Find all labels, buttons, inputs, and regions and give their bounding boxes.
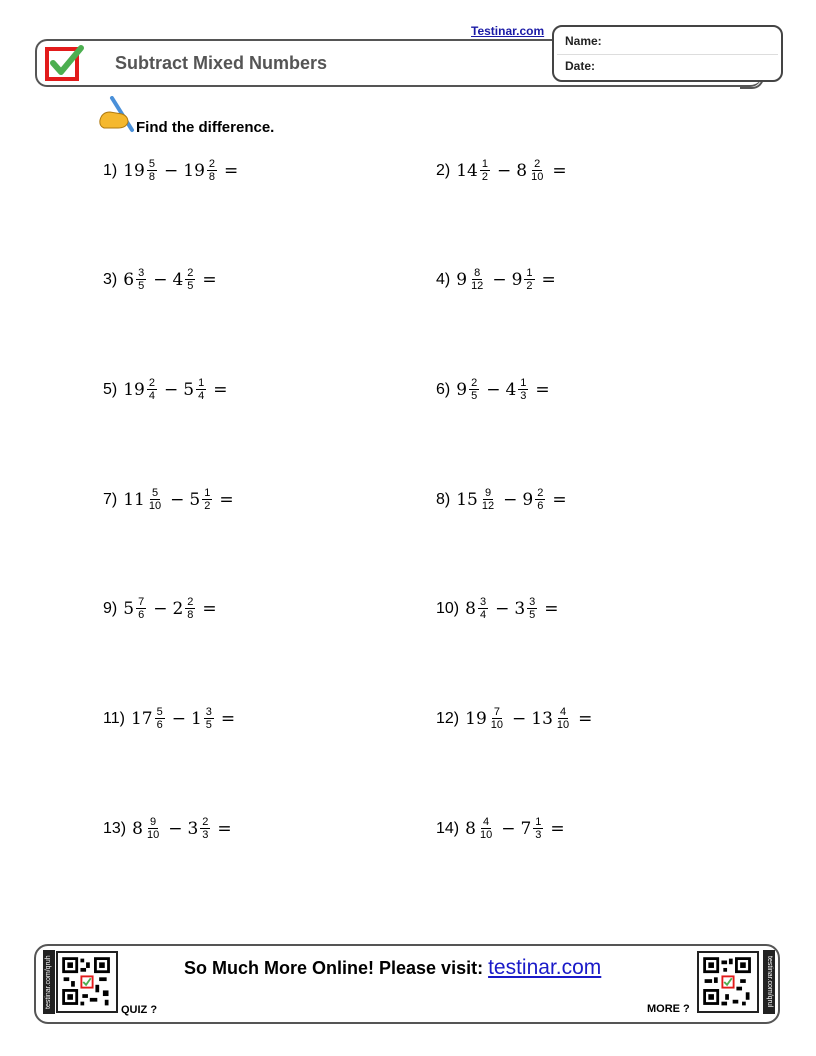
divider xyxy=(557,54,778,55)
numerator: 1 xyxy=(204,487,211,499)
denominator: 3 xyxy=(535,829,542,841)
subtrahend-fraction xyxy=(527,596,537,621)
denominator: 2 xyxy=(481,171,488,183)
problem-number: 11) xyxy=(103,709,125,727)
problem-5 xyxy=(103,377,232,402)
qr-caption-right: testinar.com/qrul xyxy=(763,950,775,1014)
minus-sign: − xyxy=(153,269,168,290)
numerator: 3 xyxy=(529,596,536,608)
denominator: 5 xyxy=(529,609,536,621)
problem-number: 4) xyxy=(436,270,451,288)
numerator: 2 xyxy=(202,816,209,828)
footer-message xyxy=(184,956,601,980)
numerator: 1 xyxy=(481,158,488,170)
denominator: 8 xyxy=(148,171,155,183)
denominator: 2 xyxy=(204,500,211,512)
more-label: MORE ? xyxy=(647,1003,690,1015)
equals-sign: = xyxy=(202,598,217,619)
minus-sign: − xyxy=(501,818,516,839)
problem-number: 10) xyxy=(436,599,460,617)
minus-sign: − xyxy=(492,269,507,290)
denominator: 5 xyxy=(187,280,194,292)
footer-message-text: So Much More Online! Please visit: xyxy=(184,958,489,978)
testinar-link[interactable]: Testinar.com xyxy=(471,24,545,38)
equals-sign: = xyxy=(202,269,217,290)
minus-sign: − xyxy=(164,379,179,400)
subtrahend-whole: 2 xyxy=(172,598,184,619)
minuend-fraction xyxy=(478,816,494,841)
numerator: 2 xyxy=(537,487,544,499)
equals-sign: = xyxy=(544,598,559,619)
subtrahend-whole: 19 xyxy=(183,160,205,181)
denominator: 10 xyxy=(490,719,504,731)
subtrahend-fraction xyxy=(202,487,212,512)
subtrahend-whole: 3 xyxy=(514,598,526,619)
numerator: 5 xyxy=(151,487,159,499)
subtrahend-fraction xyxy=(207,158,217,183)
subtrahend-fraction xyxy=(196,377,206,402)
minuend-whole: 8 xyxy=(132,818,143,839)
writing-hand-icon xyxy=(98,96,138,136)
denominator: 10 xyxy=(531,171,544,183)
subtrahend-whole: 9 xyxy=(511,269,523,290)
numerator: 1 xyxy=(520,377,527,389)
minus-sign: − xyxy=(170,489,185,510)
minuend-whole: 19 xyxy=(123,379,145,400)
denominator: 4 xyxy=(148,390,155,402)
denominator: 6 xyxy=(138,609,145,621)
name-field[interactable]: Name: xyxy=(565,34,602,48)
minuend-fraction xyxy=(147,158,157,183)
equals-sign: = xyxy=(219,489,234,510)
instruction-text: Find the difference. xyxy=(136,119,275,136)
subtrahend-whole: 4 xyxy=(505,379,517,400)
denominator: 10 xyxy=(148,500,162,512)
problem-number: 14) xyxy=(436,819,460,837)
minuend-whole: 19 xyxy=(123,160,145,181)
minuend-whole: 14 xyxy=(456,160,478,181)
minus-sign: − xyxy=(495,598,510,619)
equals-sign: = xyxy=(552,160,567,181)
problem-number: 13) xyxy=(103,819,127,837)
minuend-fraction xyxy=(147,487,163,512)
subtrahend-whole: 7 xyxy=(520,818,532,839)
minus-sign: − xyxy=(486,379,501,400)
problem-8 xyxy=(436,487,572,512)
subtrahend-whole: 9 xyxy=(522,489,534,510)
minus-sign: − xyxy=(168,818,183,839)
equals-sign: = xyxy=(535,379,550,400)
problem-9 xyxy=(103,596,222,621)
numerator: 8 xyxy=(474,267,481,279)
subtrahend-whole: 5 xyxy=(189,489,201,510)
qr-code-more-icon[interactable] xyxy=(697,951,759,1013)
numerator: 9 xyxy=(150,816,157,828)
denominator: 10 xyxy=(556,719,570,731)
minuend-fraction xyxy=(469,377,479,402)
denominator: 12 xyxy=(481,500,495,512)
numerator: 1 xyxy=(526,267,533,279)
numerator: 3 xyxy=(205,706,212,718)
numerator: 1 xyxy=(535,816,542,828)
minuend-fraction xyxy=(469,267,485,292)
subtrahend-fraction xyxy=(200,816,210,841)
numerator: 9 xyxy=(484,487,492,499)
problem-1 xyxy=(103,158,243,183)
minus-sign: − xyxy=(153,598,168,619)
problem-number: 1) xyxy=(103,161,118,179)
problem-4 xyxy=(436,267,561,292)
subtrahend-whole: 3 xyxy=(187,818,199,839)
numerator: 2 xyxy=(208,158,216,170)
name-date-box xyxy=(552,25,783,82)
subtrahend-fraction xyxy=(555,706,571,731)
minuend-fraction xyxy=(478,596,488,621)
equals-sign: = xyxy=(224,160,239,181)
problem-number: 9) xyxy=(103,599,118,617)
problem-3 xyxy=(103,267,222,292)
subtrahend-fraction xyxy=(185,267,195,292)
quiz-label: QUIZ ? xyxy=(121,1004,158,1016)
minuend-whole: 8 xyxy=(465,598,476,619)
denominator: 4 xyxy=(198,390,205,402)
minuend-whole: 6 xyxy=(123,269,135,290)
minuend-fraction xyxy=(155,706,165,731)
problem-number: 3) xyxy=(103,270,118,288)
problem-number: 5) xyxy=(103,380,118,398)
problem-2 xyxy=(436,158,572,183)
numerator: 2 xyxy=(148,377,155,389)
problem-6 xyxy=(436,377,555,402)
minuend-whole: 5 xyxy=(123,598,135,619)
date-field[interactable]: Date: xyxy=(565,59,596,73)
minuend-fraction xyxy=(136,267,146,292)
numerator: 2 xyxy=(187,596,194,608)
denominator: 10 xyxy=(146,829,160,841)
numerator: 2 xyxy=(471,377,478,389)
denominator: 8 xyxy=(187,609,194,621)
equals-sign: = xyxy=(578,708,593,729)
problem-12 xyxy=(436,706,597,731)
subtrahend-whole: 5 xyxy=(183,379,195,400)
subtrahend-fraction xyxy=(524,267,534,292)
problem-13 xyxy=(103,816,237,841)
numerator: 4 xyxy=(483,816,490,828)
numerator: 3 xyxy=(138,267,145,279)
denominator: 5 xyxy=(471,390,478,402)
problem-number: 6) xyxy=(436,380,451,398)
subtrahend-fraction xyxy=(518,377,528,402)
problem-11 xyxy=(103,706,240,731)
equals-sign: = xyxy=(220,708,236,729)
equals-sign: = xyxy=(550,818,565,839)
qr-caption-left: testinar.com/qruh xyxy=(43,950,55,1014)
equals-sign: = xyxy=(552,489,567,510)
numerator: 7 xyxy=(138,596,145,608)
minuend-fraction xyxy=(489,706,505,731)
footer-testinar-link[interactable]: testinar.com xyxy=(488,956,602,979)
checkbox-check-icon xyxy=(45,45,85,81)
equals-sign: = xyxy=(217,818,232,839)
numerator: 1 xyxy=(198,377,205,389)
minuend-fraction xyxy=(136,596,146,621)
denominator: 6 xyxy=(156,719,163,731)
minuend-fraction xyxy=(147,377,157,402)
subtrahend-whole: 13 xyxy=(531,708,553,729)
minus-sign: − xyxy=(171,708,186,729)
minuend-whole: 11 xyxy=(123,489,145,510)
minuend-whole: 9 xyxy=(456,269,468,290)
denominator: 10 xyxy=(479,829,493,841)
minuend-fraction xyxy=(145,816,161,841)
subtrahend-whole: 4 xyxy=(172,269,184,290)
denominator: 4 xyxy=(479,609,487,621)
minuend-whole: 17 xyxy=(130,708,153,729)
minuend-whole: 9 xyxy=(456,379,468,400)
minus-sign: − xyxy=(497,160,512,181)
denominator: 8 xyxy=(208,171,216,183)
problem-10 xyxy=(436,596,564,621)
denominator: 3 xyxy=(520,390,527,402)
minus-sign: − xyxy=(503,489,518,510)
subtrahend-whole: 1 xyxy=(190,708,202,729)
problem-number: 12) xyxy=(436,709,460,727)
problem-number: 7) xyxy=(103,490,118,508)
qr-code-quiz-icon[interactable] xyxy=(56,951,118,1013)
minuend-whole: 8 xyxy=(465,818,476,839)
equals-sign: = xyxy=(541,269,556,290)
numerator: 2 xyxy=(534,158,541,170)
problem-7 xyxy=(103,487,239,512)
problem-number: 2) xyxy=(436,161,451,179)
numerator: 4 xyxy=(559,706,567,718)
numerator: 2 xyxy=(187,267,194,279)
minuend-whole: 19 xyxy=(465,708,487,729)
subtrahend-whole: 8 xyxy=(516,160,528,181)
subtrahend-fraction xyxy=(533,816,543,841)
denominator: 12 xyxy=(471,280,484,292)
numerator: 5 xyxy=(148,158,155,170)
minuend-fraction xyxy=(480,487,496,512)
subtrahend-fraction xyxy=(529,158,545,183)
subtrahend-fraction xyxy=(204,706,214,731)
denominator: 3 xyxy=(202,829,209,841)
denominator: 5 xyxy=(138,280,145,292)
subtrahend-fraction xyxy=(185,596,195,621)
problem-14 xyxy=(436,816,570,841)
denominator: 2 xyxy=(526,280,533,292)
minus-sign: − xyxy=(512,708,527,729)
numerator: 7 xyxy=(493,706,500,718)
problem-number: 8) xyxy=(436,490,451,508)
denominator: 5 xyxy=(205,719,212,731)
minus-sign: − xyxy=(164,160,179,181)
equals-sign: = xyxy=(213,379,228,400)
denominator: 6 xyxy=(537,500,544,512)
subtrahend-fraction xyxy=(535,487,545,512)
minuend-whole: 15 xyxy=(456,489,478,510)
minuend-fraction xyxy=(480,158,490,183)
numerator: 5 xyxy=(156,706,163,718)
numerator: 3 xyxy=(479,596,487,608)
page-title: Subtract Mixed Numbers xyxy=(115,53,328,73)
